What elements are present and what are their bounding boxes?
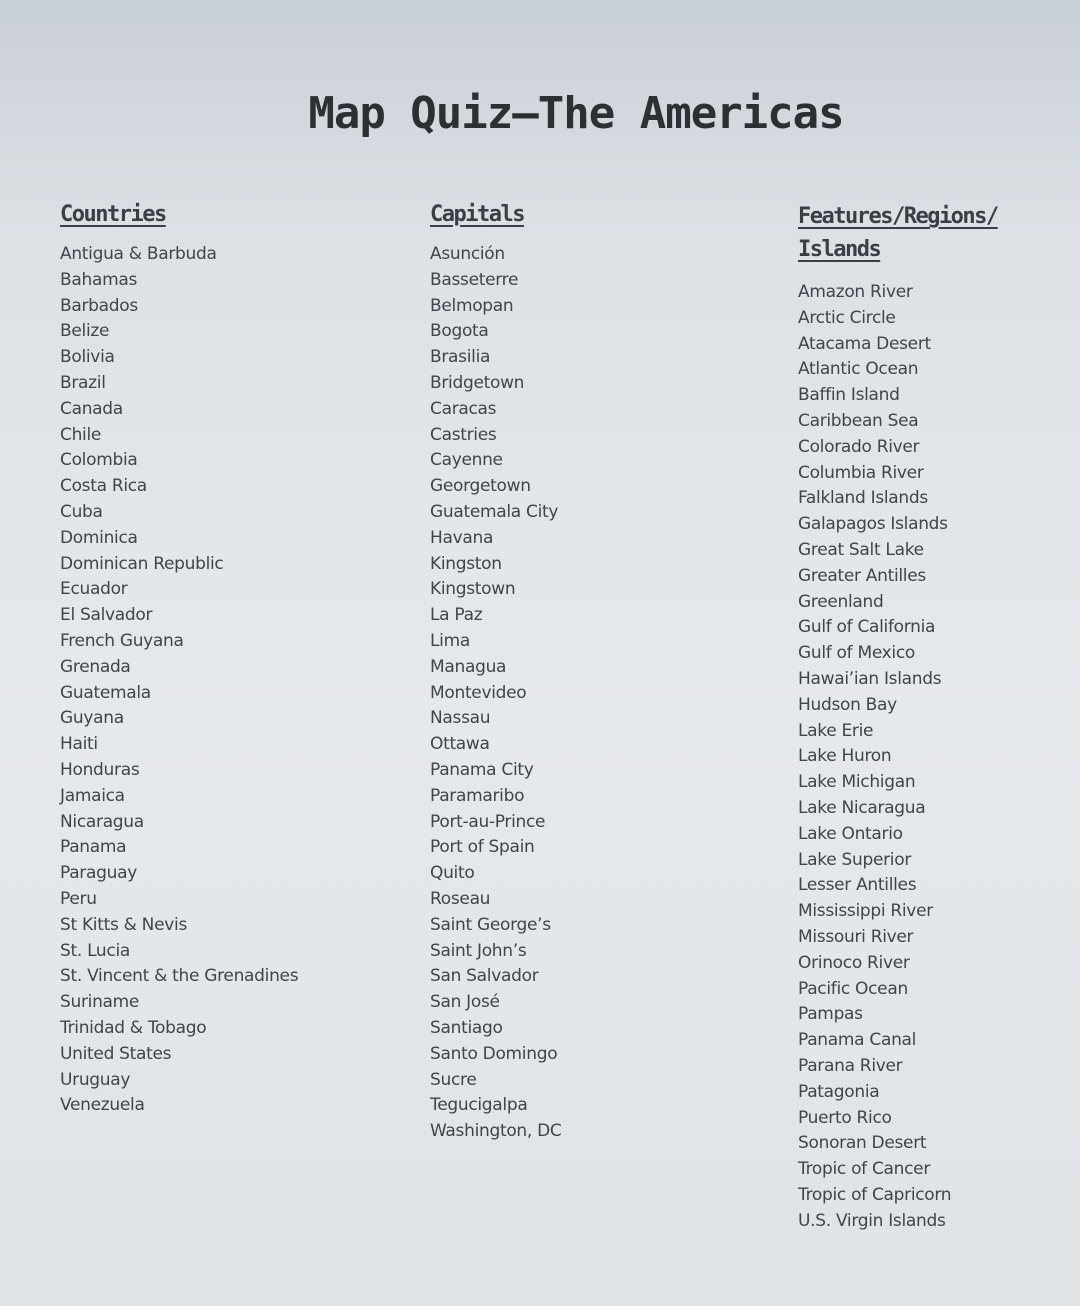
feature-item: Puerto Rico: [798, 1107, 892, 1128]
feature-item: Amazon River: [798, 282, 913, 302]
countries-list: [60, 242, 298, 1119]
country-item: Paraguay: [60, 863, 137, 884]
country-item: Grenada: [60, 656, 131, 677]
feature-item: Arctic Circle: [798, 307, 896, 328]
feature-item: Sonoran Desert: [798, 1133, 927, 1154]
capital-item: Belmopan: [430, 295, 514, 316]
feature-item: Pacific Ocean: [798, 978, 908, 999]
capital-item: Brasilia: [430, 347, 491, 368]
feature-item: Atacama Desert: [798, 333, 931, 354]
feature-item: Greenland: [798, 591, 884, 612]
capital-item: Quito: [430, 863, 475, 884]
feature-item: Galapagos Islands: [798, 514, 948, 535]
country-item: Colombia: [60, 450, 138, 471]
capitals-column: [430, 200, 561, 1145]
country-item: St. Lucia: [60, 940, 130, 961]
capital-item: Kingstown: [430, 579, 516, 600]
country-item: Suriname: [60, 992, 140, 1013]
feature-item: Patagonia: [798, 1081, 880, 1102]
country-item: St. Vincent & the Grenadines: [60, 966, 299, 987]
capital-item: Havana: [430, 527, 494, 548]
capital-item: Washington, DC: [430, 1121, 562, 1142]
feature-item: Orinoco River: [798, 952, 910, 973]
capital-item: Kingston: [430, 553, 502, 574]
feature-item: Missouri River: [798, 926, 914, 947]
feature-item: Pampas: [798, 1004, 863, 1025]
capitals-heading: Capitals: [430, 202, 524, 227]
capital-item: Caracas: [430, 398, 497, 419]
features-heading-line1: Features/Regions/: [798, 204, 998, 229]
feature-item: Lake Superior: [798, 849, 912, 870]
capital-item: Saint John’s: [430, 940, 527, 961]
capital-item: Tegucigalpa: [430, 1095, 528, 1116]
features-column: [798, 200, 1058, 1234]
feature-item: Baffin Island: [798, 385, 900, 406]
feature-item: Hudson Bay: [798, 694, 897, 715]
feature-item: Caribbean Sea: [798, 410, 919, 431]
capital-item: Asunción: [430, 244, 505, 264]
capital-item: Bridgetown: [430, 372, 525, 393]
capital-item: Santiago: [430, 1017, 503, 1038]
country-item: Haiti: [60, 734, 98, 755]
capital-item: Castries: [430, 424, 497, 445]
country-item: Dominica: [60, 527, 138, 548]
feature-item: Lesser Antilles: [798, 875, 917, 896]
country-item: Bahamas: [60, 269, 138, 290]
capital-item: Santo Domingo: [430, 1043, 558, 1064]
feature-item: Gulf of Mexico: [798, 643, 916, 664]
capital-item: Saint George’s: [430, 914, 551, 935]
feature-item: U.S. Virgin Islands: [798, 1210, 946, 1231]
capital-item: Panama City: [430, 759, 534, 780]
feature-item: Tropic of Cancer: [798, 1159, 931, 1180]
country-item: El Salvador: [60, 605, 153, 626]
country-item: Guatemala: [60, 682, 151, 703]
feature-item: Atlantic Ocean: [798, 359, 919, 380]
capital-item: Cayenne: [430, 450, 503, 471]
country-item: Peru: [60, 888, 97, 909]
feature-item: Falkland Islands: [798, 488, 928, 509]
capital-item: Basseterre: [430, 269, 519, 290]
capital-item: Nassau: [430, 708, 491, 729]
country-item: Brazil: [60, 372, 106, 393]
country-item: St Kitts & Nevis: [60, 914, 187, 935]
country-item: Panama: [60, 837, 127, 858]
feature-item: Panama Canal: [798, 1030, 917, 1051]
capital-item: San José: [430, 992, 500, 1013]
country-item: Trinidad & Tobago: [60, 1017, 207, 1038]
capital-item: San Salvador: [430, 966, 539, 987]
capital-item: Ottawa: [430, 734, 490, 755]
feature-item: Lake Erie: [798, 720, 874, 741]
capital-item: La Paz: [430, 605, 483, 626]
features-list: [798, 280, 1058, 1234]
capital-item: Georgetown: [430, 476, 531, 497]
feature-item: Great Salt Lake: [798, 539, 924, 560]
feature-item: Lake Nicaragua: [798, 797, 926, 818]
countries-column: [60, 200, 298, 1119]
capital-item: Managua: [430, 656, 507, 677]
feature-item: Columbia River: [798, 462, 924, 483]
feature-item: Mississippi River: [798, 901, 933, 922]
country-item: Antigua & Barbuda: [60, 244, 217, 264]
country-item: Uruguay: [60, 1069, 131, 1090]
capitals-list: [430, 242, 561, 1145]
capital-item: Sucre: [430, 1069, 477, 1090]
feature-item: Greater Antilles: [798, 565, 926, 586]
country-item: Costa Rica: [60, 476, 147, 497]
capital-item: Montevideo: [430, 682, 527, 703]
country-item: United States: [60, 1043, 172, 1064]
country-item: Honduras: [60, 759, 140, 780]
country-item: Guyana: [60, 708, 124, 729]
feature-item: Gulf of California: [798, 617, 936, 638]
capital-item: Port of Spain: [430, 837, 535, 858]
country-item: Venezuela: [60, 1095, 145, 1116]
country-item: Chile: [60, 424, 102, 445]
feature-item: Lake Ontario: [798, 823, 903, 844]
country-item: Nicaragua: [60, 811, 144, 832]
capital-item: Guatemala City: [430, 501, 559, 522]
feature-item: Lake Michigan: [798, 772, 916, 793]
country-item: Canada: [60, 398, 123, 419]
feature-item: Parana River: [798, 1055, 903, 1076]
capital-item: Lima: [430, 630, 470, 651]
feature-item: Lake Huron: [798, 746, 892, 767]
features-heading-line2: Islands: [798, 237, 881, 262]
country-item: Ecuador: [60, 579, 128, 600]
country-item: Dominican Republic: [60, 553, 224, 574]
feature-item: Hawai’ian Islands: [798, 668, 942, 689]
capital-item: Paramaribo: [430, 785, 525, 806]
country-item: French Guyana: [60, 630, 184, 651]
country-item: Cuba: [60, 501, 103, 522]
feature-item: Tropic of Capricorn: [798, 1184, 952, 1205]
capital-item: Port-au-Prince: [430, 811, 546, 832]
country-item: Barbados: [60, 295, 138, 316]
page-title: Map Quiz—The Americas: [308, 88, 844, 139]
countries-heading: Countries: [60, 202, 166, 227]
country-item: Belize: [60, 321, 110, 342]
feature-item: Colorado River: [798, 436, 920, 457]
capital-item: Bogota: [430, 321, 489, 342]
country-item: Jamaica: [60, 785, 125, 806]
country-item: Bolivia: [60, 347, 115, 368]
capital-item: Roseau: [430, 888, 491, 909]
